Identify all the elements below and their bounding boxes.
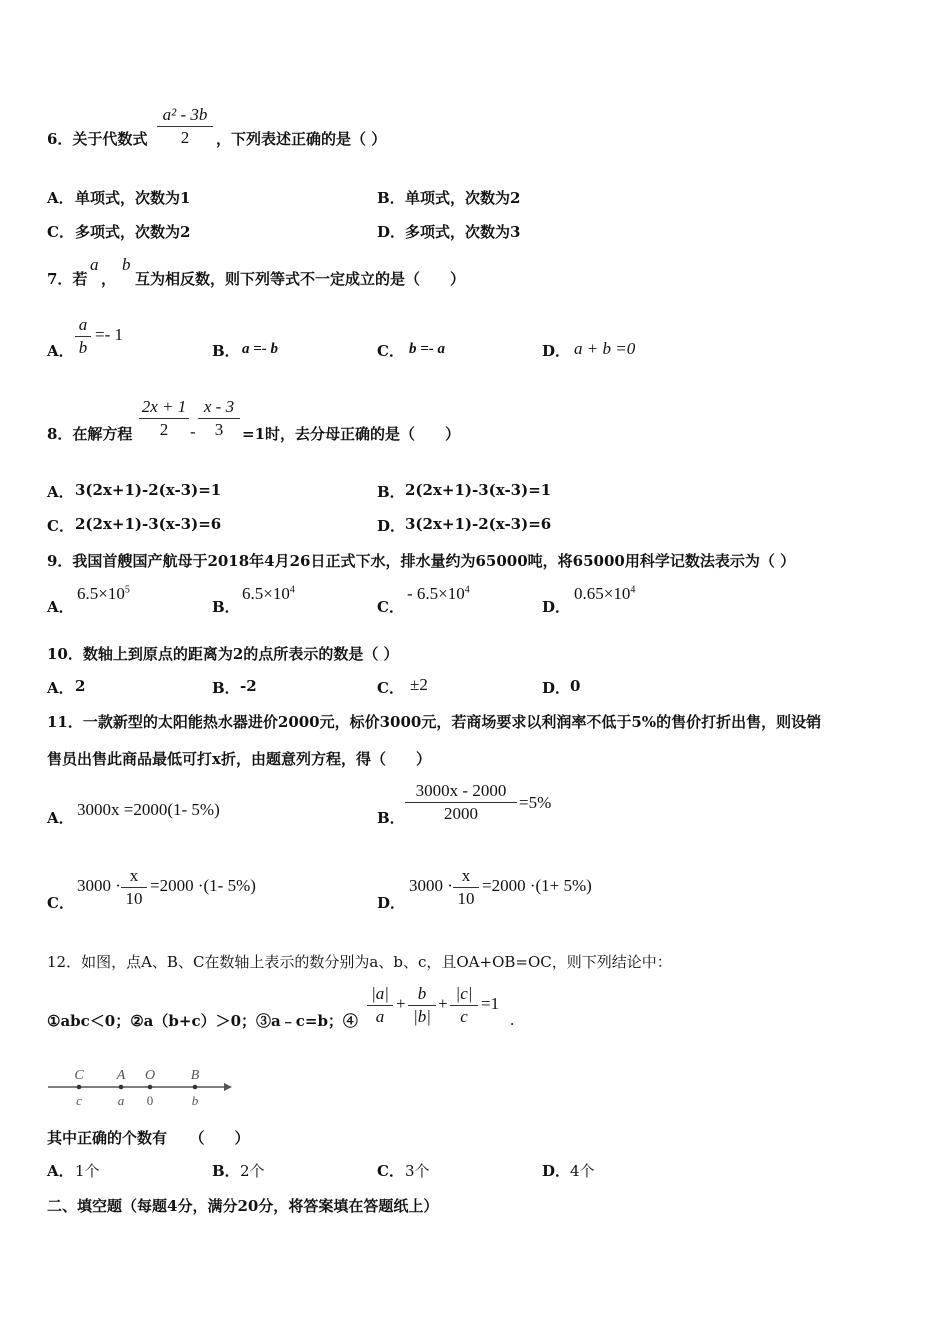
q9-option-c-value xyxy=(407,584,470,604)
q10-stem: 10．数轴上到原点的距离为2的点所表示的数是（ ） xyxy=(47,645,399,663)
q10-option-b-label: B． xyxy=(212,679,240,697)
q8-minus-sign: - xyxy=(190,422,196,441)
q9-option-c-exponent: 4 xyxy=(464,584,470,596)
q11-option-a-label: A． xyxy=(47,809,74,827)
q8-option-c-label: C． xyxy=(47,517,74,535)
q12-fraction-1-denominator: a xyxy=(375,1007,385,1026)
q12-option-b-text: 2个 xyxy=(240,1162,265,1180)
number-line-figure xyxy=(44,1062,236,1112)
q11-option-b-bar xyxy=(405,802,517,803)
q9-option-d-value xyxy=(574,584,635,604)
q7-option-a-denominator: b xyxy=(78,338,88,357)
q10-option-d-label: D． xyxy=(542,679,571,697)
q8-option-c-text: 2(2x+1)-3(x-3)=6 xyxy=(75,515,222,533)
q9-option-b-label: B． xyxy=(212,598,240,616)
axis-point-c xyxy=(77,1085,82,1090)
q6-fraction-denominator: 2 xyxy=(180,128,190,147)
q12-fraction-3-bar xyxy=(450,1005,478,1006)
q12-fraction-1-bar xyxy=(367,1005,393,1006)
number-line-arrow-icon xyxy=(224,1083,232,1091)
q11-option-d-numerator: x xyxy=(461,866,471,885)
q8-stem-prefix: 8．在解方程 xyxy=(47,425,133,443)
section-2-heading: 二、填空题（每题4分，满分20分，将答案填在答题纸上） xyxy=(47,1197,439,1215)
q12-plus-1: + xyxy=(396,994,406,1013)
q12-fraction-2-denominator: |b| xyxy=(413,1007,431,1026)
q7-option-d-text: a + b =0 xyxy=(574,339,636,358)
q7-stem-suffix: 互为相反数，则下列等式不一定成立的是（ ） xyxy=(135,270,466,288)
q12-fraction-2-bar xyxy=(408,1005,436,1006)
axis-label-lower-o: 0 xyxy=(146,1093,154,1108)
q11-option-d-label: D． xyxy=(377,894,406,912)
q8-fraction-2 xyxy=(198,397,240,440)
q12-fraction-3-denominator: c xyxy=(460,1007,468,1026)
axis-point-o xyxy=(148,1085,153,1090)
q6-fraction xyxy=(157,105,213,148)
q8-fraction-2-numerator: x - 3 xyxy=(203,397,235,416)
q12-option-b-label: B． xyxy=(212,1162,240,1180)
q11-option-c-denominator: 10 xyxy=(125,889,143,908)
axis-label-upper-a: A xyxy=(116,1068,126,1083)
axis-point-b xyxy=(193,1085,198,1090)
q11-option-b-rhs: =5% xyxy=(519,793,552,812)
q7-option-a-label: A． xyxy=(47,342,74,360)
q9-option-a-value xyxy=(77,584,130,604)
q12-option-a-label: A． xyxy=(47,1162,74,1180)
q9-option-b-exponent: 4 xyxy=(289,584,295,596)
q12-fraction-1-numerator: |a| xyxy=(371,984,389,1003)
q7-option-d-label: D． xyxy=(542,342,571,360)
q11-option-d-prefix: 3000 · xyxy=(409,876,453,895)
q9-option-a-exponent: 5 xyxy=(124,584,130,596)
q6-option-d-text: 多项式，次数为3 xyxy=(405,223,521,241)
q7-comma: ， xyxy=(101,270,117,288)
q12-stem: 12．如图，点A、B、C在数轴上表示的数分别为a、b、c，且OA+OB=OC，则下列结论中： xyxy=(47,953,672,971)
q12-plus-2: + xyxy=(438,994,448,1013)
q11-option-c-bar xyxy=(121,887,147,888)
q11-option-b-denominator: 2000 xyxy=(444,804,478,823)
q6-option-a-text: 单项式，次数为1 xyxy=(75,189,191,207)
q11-option-d-suffix: =2000 ·(1+ 5%) xyxy=(482,876,592,895)
q7-option-b-label: B． xyxy=(212,342,240,360)
q11-option-d-bar xyxy=(453,887,479,888)
q10-option-b-text: -2 xyxy=(240,677,257,695)
q12-count-text: 其中正确的个数有 （ ） xyxy=(47,1129,250,1147)
q7-var-a: a xyxy=(90,255,99,274)
q12-period: . xyxy=(510,1010,515,1029)
q12-option-d-label: D． xyxy=(542,1162,571,1180)
q8-fraction-1-numerator: 2x + 1 xyxy=(141,397,187,416)
q7-option-a-rhs: =- 1 xyxy=(95,325,123,344)
q12-option-a-text: 1个 xyxy=(75,1162,100,1180)
q11-option-d-fraction xyxy=(453,866,479,909)
q11-option-a-text: 3000x =2000(1- 5%) xyxy=(77,800,220,819)
axis-label-lower-c: c xyxy=(76,1093,82,1108)
q11-option-c-suffix: =2000 ·(1- 5%) xyxy=(150,876,256,895)
q6-option-a-label: A． xyxy=(47,189,74,207)
q12-fraction-3-numerator: |c| xyxy=(455,984,473,1003)
q8-fraction-2-bar xyxy=(198,418,240,419)
q6-option-b-label: B． xyxy=(377,189,405,207)
q9-option-d-base: 0.65×10 xyxy=(574,584,631,603)
q7-stem-prefix: 7．若 xyxy=(47,270,88,288)
q10-option-d-text: 0 xyxy=(570,677,581,695)
q7-option-a-fraction xyxy=(75,315,91,358)
q9-option-d-exponent: 4 xyxy=(630,584,636,596)
q10-option-a-text: 2 xyxy=(75,677,86,695)
q9-option-b-value xyxy=(242,584,295,604)
q11-option-c-fraction xyxy=(121,866,147,909)
q8-option-d-label: D． xyxy=(377,517,406,535)
q11-stem-line-2: 售员出售此商品最低可打x折，由题意列方程，得（ ） xyxy=(47,750,431,768)
q12-option-c-label: C． xyxy=(377,1162,404,1180)
q9-stem: 9．我国首艘国产航母于2018年4月26日正式下水，排水量约为65000吨，将65000用科学记数法表示为（ ） xyxy=(47,552,796,570)
q8-option-d-text: 3(2x+1)-2(x-3)=6 xyxy=(405,515,552,533)
q7-option-a-bar xyxy=(75,336,91,337)
q8-option-a-label: A． xyxy=(47,483,74,501)
q6-fraction-numerator: a² - 3b xyxy=(162,105,208,124)
q9-option-b-base: 6.5×10 xyxy=(242,584,290,603)
q9-option-c-label: C． xyxy=(377,598,404,616)
q11-option-d-denominator: 10 xyxy=(457,889,475,908)
q7-option-c-text: b =- a xyxy=(409,341,446,357)
q11-option-b-fraction xyxy=(405,781,517,824)
q7-var-b: b xyxy=(122,255,131,274)
q11-option-b-label: B． xyxy=(377,809,405,827)
q12-rhs: =1 xyxy=(481,994,500,1013)
q12-fraction-2 xyxy=(408,984,436,1027)
q12-fraction-2-numerator: b xyxy=(417,984,427,1003)
q7-option-a-numerator: a xyxy=(78,315,88,334)
q6-stem-prefix: 6．关于代数式 xyxy=(47,130,148,148)
q6-fraction-bar xyxy=(157,126,213,127)
q10-option-c-text: ±2 xyxy=(410,675,428,694)
axis-label-upper-c: C xyxy=(74,1068,84,1083)
q9-option-a-label: A． xyxy=(47,598,74,616)
axis-point-a xyxy=(119,1085,124,1090)
q11-option-b-numerator: 3000x - 2000 xyxy=(415,781,507,800)
axis-label-upper-o: O xyxy=(144,1068,156,1083)
q8-fraction-2-denominator: 3 xyxy=(214,420,224,439)
q12-fraction-1 xyxy=(367,984,393,1027)
q10-option-a-label: A． xyxy=(47,679,74,697)
q6-option-c-text: 多项式，次数为2 xyxy=(75,223,191,241)
q8-fraction-1-denominator: 2 xyxy=(159,420,169,439)
q12-option-d-text: 4个 xyxy=(570,1162,595,1180)
q9-option-d-label: D． xyxy=(542,598,571,616)
q8-stem-suffix: =1时，去分母正确的是（ ） xyxy=(242,425,461,443)
q9-option-c-base: - 6.5×10 xyxy=(407,584,465,603)
q12-fraction-3 xyxy=(450,984,478,1027)
q6-option-c-label: C． xyxy=(47,223,74,241)
q8-fraction-1-bar xyxy=(139,418,189,419)
q12-conditions: ①abc＜0；②a（b+c）＞0；③a﹣c=b；④ xyxy=(47,1012,358,1030)
q8-option-a-text: 3(2x+1)-2(x-3)=1 xyxy=(75,481,222,499)
q8-fraction-1 xyxy=(139,397,189,440)
q9-option-a-base: 6.5×10 xyxy=(77,584,125,603)
q6-stem-suffix: ，下列表述正确的是（ ） xyxy=(216,130,387,148)
q7-option-b-text: a =- b xyxy=(242,341,279,357)
q8-option-b-label: B． xyxy=(377,483,405,501)
axis-label-upper-b: B xyxy=(190,1068,200,1083)
q11-option-c-label: C． xyxy=(47,894,74,912)
q11-option-c-numerator: x xyxy=(129,866,139,885)
q6-option-d-label: D． xyxy=(377,223,406,241)
axis-label-lower-a: a xyxy=(117,1093,125,1108)
q8-option-b-text: 2(2x+1)-3(x-3)=1 xyxy=(405,481,552,499)
q12-option-c-text: 3个 xyxy=(405,1162,430,1180)
q11-stem-line-1: 11．一款新型的太阳能热水器进价2000元，标价3000元，若商场要求以利润率不低于5%的售价打折出售，则设销 xyxy=(47,713,822,731)
q7-option-c-label: C． xyxy=(377,342,404,360)
q10-option-c-label: C． xyxy=(377,679,404,697)
q6-option-b-text: 单项式，次数为2 xyxy=(405,189,521,207)
q11-option-c-prefix: 3000 · xyxy=(77,876,121,895)
axis-label-lower-b: b xyxy=(191,1093,199,1108)
